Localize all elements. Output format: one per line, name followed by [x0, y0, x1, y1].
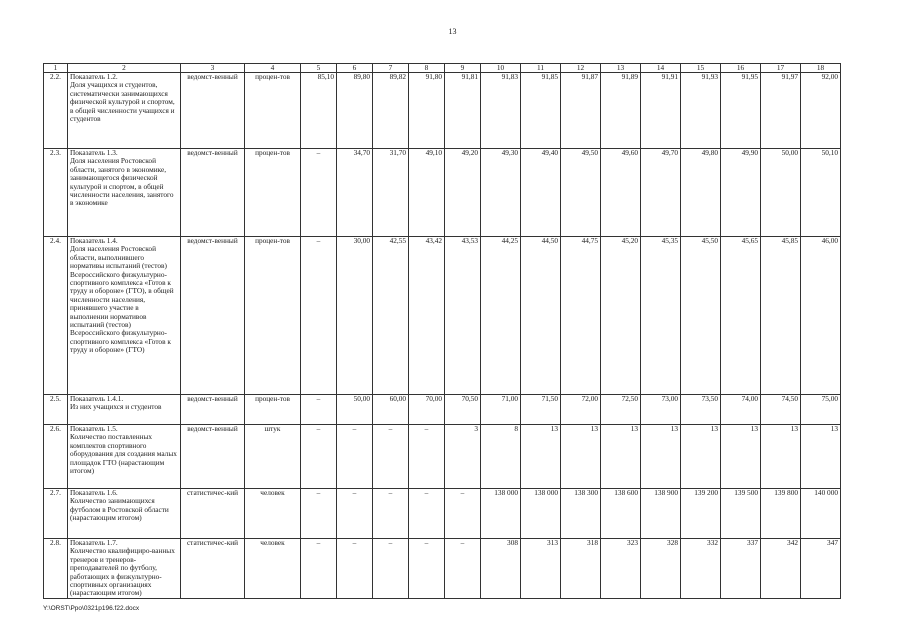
value-cell: 140 000 [801, 489, 841, 539]
value-cell: 44,75 [561, 237, 601, 395]
value-cell: 138 000 [521, 489, 561, 539]
value-cell: 139 800 [761, 489, 801, 539]
column-number: 13 [601, 64, 641, 73]
value-cell: – [337, 539, 373, 599]
value-cell: 13 [641, 425, 681, 489]
value-cell: 74,00 [721, 395, 761, 425]
value-cell: 318 [561, 539, 601, 599]
value-cell: 70,00 [409, 395, 445, 425]
value-cell: 49,20 [445, 149, 481, 237]
value-cell: 72,50 [601, 395, 641, 425]
column-number: 5 [301, 64, 337, 73]
unit: процен-тов [245, 149, 301, 237]
indicator-type: статистичес-кий [181, 489, 245, 539]
file-path-footer: Y:\ORST\Ppo\0321p196.f22.docx [43, 605, 140, 612]
indicator-name: Показатель 1.7. Количество квалифициро-ванных тренеров и тренеров-преподавателей по футболу, работающих в физкультурно-спортивных организациях (нарастающим итогом) [68, 539, 181, 599]
value-cell: 91,95 [721, 73, 761, 149]
value-cell: 31,70 [373, 149, 409, 237]
value-cell: 91,89 [601, 73, 641, 149]
value-cell: 91,87 [561, 73, 601, 149]
column-number: 1 [44, 64, 68, 73]
value-cell: 91,80 [409, 73, 445, 149]
value-cell: 138 900 [641, 489, 681, 539]
value-cell: 91,85 [521, 73, 561, 149]
value-cell: 49,50 [561, 149, 601, 237]
value-cell: – [301, 489, 337, 539]
column-number: 8 [409, 64, 445, 73]
value-cell: 13 [561, 425, 601, 489]
table-row [44, 73, 841, 149]
value-cell: 323 [601, 539, 641, 599]
value-cell: 3 [445, 425, 481, 489]
indicator-type: ведомст-венный [181, 425, 245, 489]
value-cell: 13 [801, 425, 841, 489]
value-cell: 70,50 [445, 395, 481, 425]
column-number: 6 [337, 64, 373, 73]
column-number: 14 [641, 64, 681, 73]
value-cell: 49,80 [681, 149, 721, 237]
column-number: 11 [521, 64, 561, 73]
value-cell: 49,10 [409, 149, 445, 237]
column-number: 9 [445, 64, 481, 73]
value-cell: 50,00 [761, 149, 801, 237]
row-number: 2.6. [44, 425, 68, 489]
table-row [44, 539, 841, 599]
value-cell: 45,85 [761, 237, 801, 395]
value-cell: 342 [761, 539, 801, 599]
value-cell: 85,10 [301, 73, 337, 149]
value-cell: 75,00 [801, 395, 841, 425]
value-cell: 34,70 [337, 149, 373, 237]
unit: процен-тов [245, 395, 301, 425]
column-number-row [44, 64, 841, 73]
value-cell: – [445, 489, 481, 539]
table-row [44, 237, 841, 395]
value-cell: 91,93 [681, 73, 721, 149]
table-row [44, 395, 841, 425]
value-cell: – [301, 149, 337, 237]
value-cell: 13 [721, 425, 761, 489]
value-cell: 13 [681, 425, 721, 489]
unit: штук [245, 425, 301, 489]
unit: процен-тов [245, 237, 301, 395]
value-cell: 347 [801, 539, 841, 599]
value-cell: 42,55 [373, 237, 409, 395]
indicator-name: Показатель 1.3. Доля населения Ростовской области, занятого в экономике, занимающегося физической культурой и спортом, в общей численности населения, занятого в экономике [68, 149, 181, 237]
column-number: 16 [721, 64, 761, 73]
value-cell: – [373, 539, 409, 599]
value-cell: – [445, 539, 481, 599]
indicator-type: ведомст-венный [181, 149, 245, 237]
value-cell: 13 [521, 425, 561, 489]
value-cell: 49,40 [521, 149, 561, 237]
value-cell: 89,82 [373, 73, 409, 149]
row-number: 2.8. [44, 539, 68, 599]
indicator-name: Показатель 1.5. Количество поставленных комплектов спортивного оборудования для создания малых площадок ГТО (нарастающим итогом) [68, 425, 181, 489]
value-cell: 332 [681, 539, 721, 599]
value-cell: 138 000 [481, 489, 521, 539]
value-cell: 313 [521, 539, 561, 599]
unit: человек [245, 539, 301, 599]
row-number: 2.5. [44, 395, 68, 425]
indicator-table [43, 63, 841, 599]
value-cell: – [409, 425, 445, 489]
value-cell: 49,60 [601, 149, 641, 237]
value-cell: 73,50 [681, 395, 721, 425]
value-cell: 49,70 [641, 149, 681, 237]
row-number: 2.7. [44, 489, 68, 539]
value-cell: 45,35 [641, 237, 681, 395]
value-cell: 337 [721, 539, 761, 599]
value-cell: 71,50 [521, 395, 561, 425]
value-cell: – [301, 395, 337, 425]
indicator-type: статистичес-кий [181, 539, 245, 599]
value-cell: 89,80 [337, 73, 373, 149]
column-number: 7 [373, 64, 409, 73]
row-number: 2.4. [44, 237, 68, 395]
value-cell: 45,20 [601, 237, 641, 395]
column-number: 18 [801, 64, 841, 73]
value-cell: 73,00 [641, 395, 681, 425]
unit: человек [245, 489, 301, 539]
value-cell: – [301, 539, 337, 599]
table-row [44, 149, 841, 237]
indicator-name: Показатель 1.2. Доля учащихся и студентов, систематически занимающихся физической культурой и спортом, в общей численности учащихся и студентов [68, 73, 181, 149]
value-cell: 71,00 [481, 395, 521, 425]
value-cell: 72,00 [561, 395, 601, 425]
value-cell: – [337, 425, 373, 489]
value-cell: – [301, 425, 337, 489]
value-cell: 13 [761, 425, 801, 489]
indicator-type: ведомст-венный [181, 73, 245, 149]
column-number: 17 [761, 64, 801, 73]
column-number: 2 [68, 64, 181, 73]
value-cell: 45,65 [721, 237, 761, 395]
value-cell: 60,00 [373, 395, 409, 425]
value-cell: 49,30 [481, 149, 521, 237]
unit: процен-тов [245, 73, 301, 149]
value-cell: 49,90 [721, 149, 761, 237]
value-cell: 13 [601, 425, 641, 489]
value-cell: 46,00 [801, 237, 841, 395]
value-cell: – [301, 237, 337, 395]
row-number: 2.3. [44, 149, 68, 237]
value-cell: 44,25 [481, 237, 521, 395]
value-cell: 328 [641, 539, 681, 599]
value-cell: – [373, 489, 409, 539]
column-number: 15 [681, 64, 721, 73]
column-number: 10 [481, 64, 521, 73]
value-cell: 92,00 [801, 73, 841, 149]
value-cell: 139 500 [721, 489, 761, 539]
row-number: 2.2. [44, 73, 68, 149]
indicator-name: Показатель 1.4. Доля населения Ростовской области, выполнившего нормативы испытаний (тестов) Всероссийского физкультурно-спортивного комплекса «Готов к труду и обороне» (ГТО), в общей численности населения, принявшего участие в выполнении нормативов испытаний (тестов) Всероссийского физкультурно-спортивного комплекса «Готов к труду и обороне» (ГТО) [68, 237, 181, 395]
value-cell: – [409, 539, 445, 599]
value-cell: 43,53 [445, 237, 481, 395]
page-number: 13 [448, 27, 457, 36]
value-cell: 91,81 [445, 73, 481, 149]
value-cell: 30,00 [337, 237, 373, 395]
value-cell: 45,50 [681, 237, 721, 395]
value-cell: – [409, 489, 445, 539]
value-cell: 91,97 [761, 73, 801, 149]
table-row [44, 425, 841, 489]
value-cell: 50,00 [337, 395, 373, 425]
value-cell: 50,10 [801, 149, 841, 237]
column-number: 3 [181, 64, 245, 73]
value-cell: 44,50 [521, 237, 561, 395]
value-cell: 91,91 [641, 73, 681, 149]
value-cell: 138 300 [561, 489, 601, 539]
value-cell: 8 [481, 425, 521, 489]
value-cell: – [373, 425, 409, 489]
column-number: 4 [245, 64, 301, 73]
indicator-type: ведомст-венный [181, 395, 245, 425]
indicator-name: Показатель 1.4.1. Из них учащихся и студентов [68, 395, 181, 425]
value-cell: 91,83 [481, 73, 521, 149]
indicator-name: Показатель 1.6. Количество занимающихся футболом в Ростовской области (нарастающим итогом) [68, 489, 181, 539]
value-cell: 43,42 [409, 237, 445, 395]
value-cell: – [337, 489, 373, 539]
value-cell: 138 600 [601, 489, 641, 539]
column-number: 12 [561, 64, 601, 73]
value-cell: 139 200 [681, 489, 721, 539]
value-cell: 308 [481, 539, 521, 599]
value-cell: 74,50 [761, 395, 801, 425]
table-row [44, 489, 841, 539]
indicator-type: ведомст-венный [181, 237, 245, 395]
